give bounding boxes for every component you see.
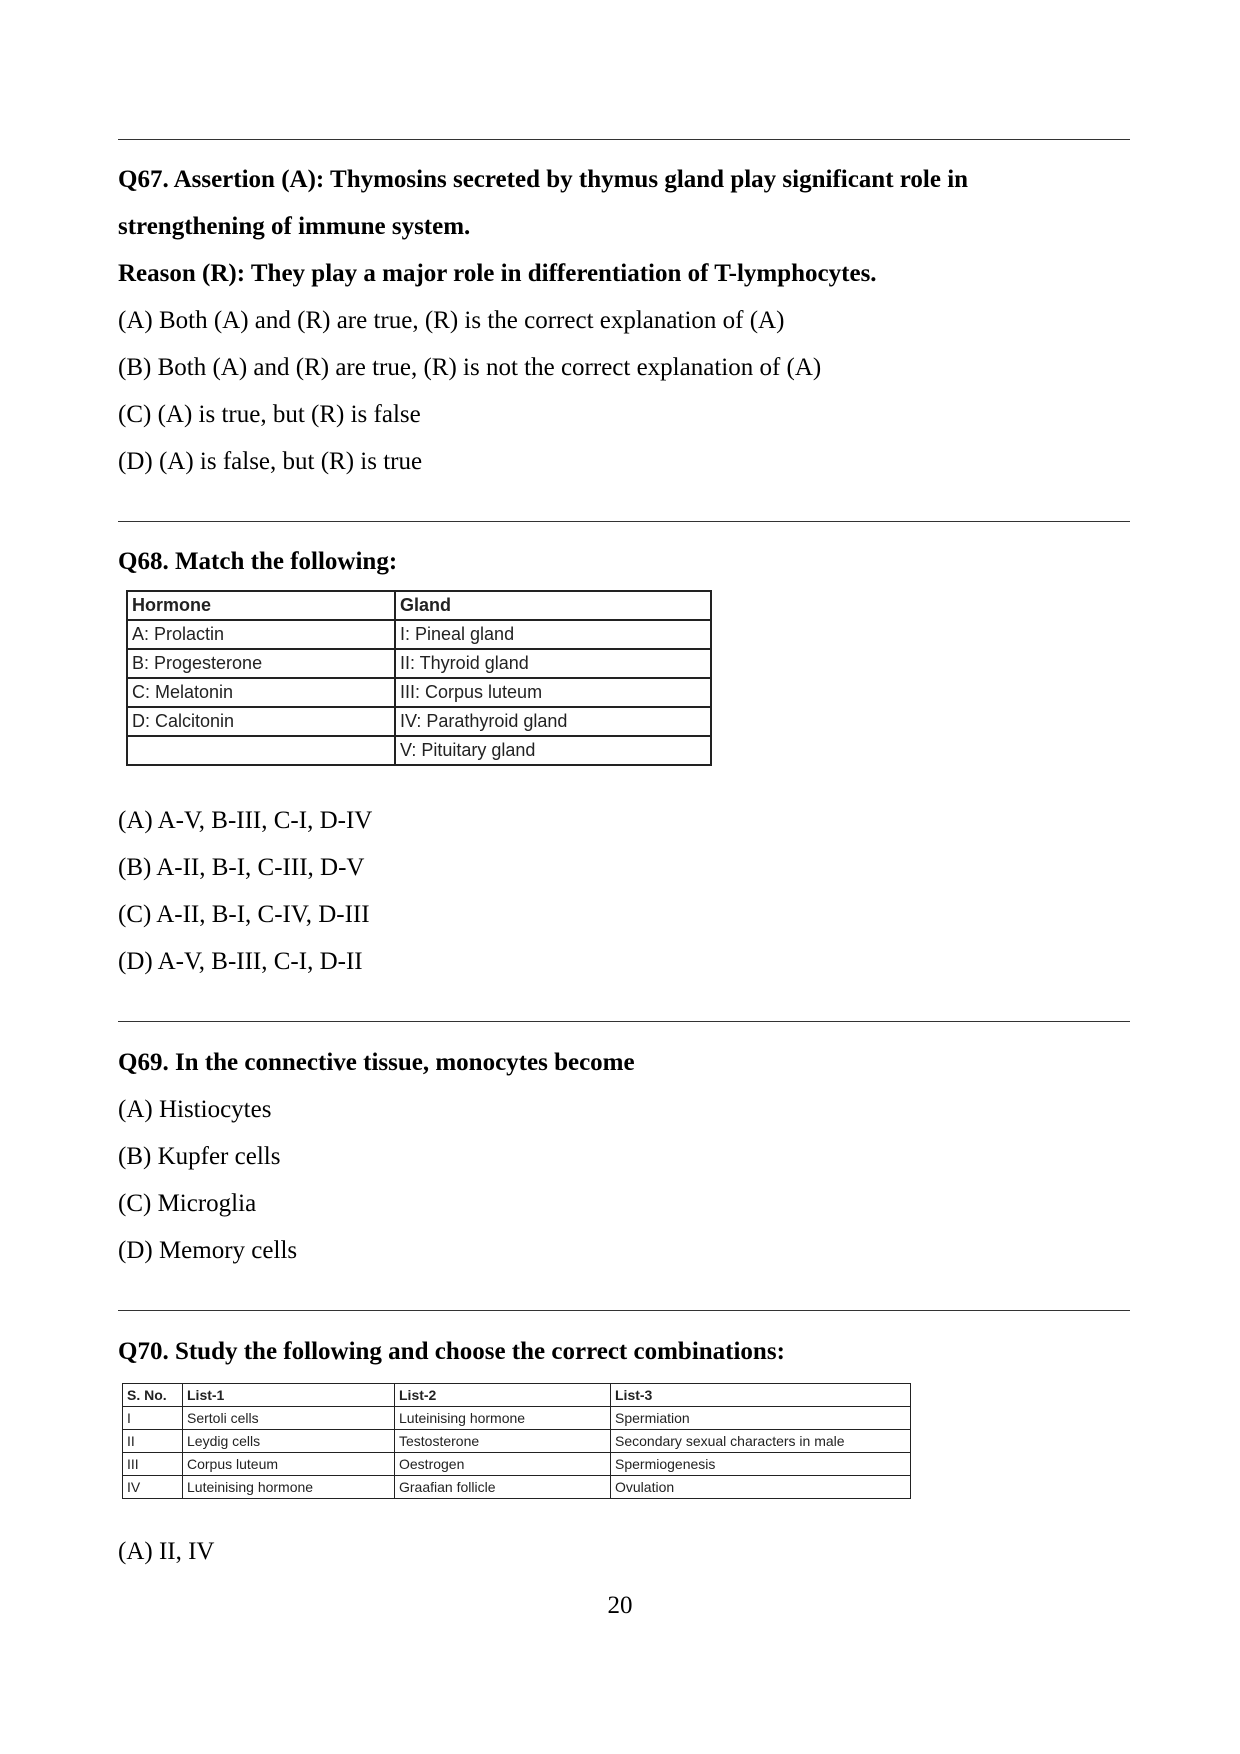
table-cell: Leydig cells [183,1430,395,1453]
divider [118,1021,1130,1022]
table-cell: Corpus luteum [183,1453,395,1476]
table-cell: III [123,1453,183,1476]
q69-title: Q69. In the connective tissue, monocytes become [118,1049,635,1076]
table-cell: D: Calcitonin [127,707,395,736]
q67-title-line1: Q67. Assertion (A): Thymosins secreted by thymus gland play significant role in [118,166,969,193]
q70-list-table [122,1383,911,1499]
divider [118,1310,1130,1311]
table-cell: V: Pituitary gland [395,736,711,765]
divider [118,139,1130,140]
q67-option-c: (C) (A) is true, but (R) is false [118,401,421,428]
table-cell: II [123,1430,183,1453]
table-row [123,1430,911,1453]
table-cell: I: Pineal gland [395,620,711,649]
table-row [127,649,711,678]
table-row [127,707,711,736]
table-cell: A: Prolactin [127,620,395,649]
table-cell: II: Thyroid gland [395,649,711,678]
table-row [123,1476,911,1499]
q69-option-d: (D) Memory cells [118,1237,298,1264]
table-header-cell: S. No. [123,1384,183,1407]
table-cell: Testosterone [395,1430,611,1453]
q67-option-a: (A) Both (A) and (R) are true, (R) is the correct explanation of (A) [118,307,785,334]
table-header-row [123,1384,911,1407]
table-cell: Ovulation [611,1476,911,1499]
q67-reason: Reason (R): They play a major role in differentiation of T-lymphocytes. [118,260,877,287]
q68-title: Q68. Match the following: [118,548,398,575]
table-cell: Sertoli cells [183,1407,395,1430]
q69-option-a: (A) Histiocytes [118,1096,272,1123]
q68-option-c: (C) A-II, B-I, C-IV, D-III [118,901,370,928]
table-cell: Spermiation [611,1407,911,1430]
page-number: 20 [607,1592,633,1619]
q68-option-b: (B) A-II, B-I, C-III, D-V [118,854,365,881]
table-cell: Luteinising hormone [183,1476,395,1499]
table-cell [127,736,395,765]
table-header-cell: Gland [395,591,711,620]
table-cell: Oestrogen [395,1453,611,1476]
table-cell: Spermiogenesis [611,1453,911,1476]
q70-title: Q70. Study the following and choose the correct combinations: [118,1338,785,1365]
q68-option-d: (D) A-V, B-III, C-I, D-II [118,948,363,975]
table-row [123,1407,911,1430]
table-cell: IV [123,1476,183,1499]
q68-option-a: (A) A-V, B-III, C-I, D-IV [118,807,373,834]
table-header-row [127,591,711,620]
table-header-cell: List-2 [395,1384,611,1407]
table-cell: Luteinising hormone [395,1407,611,1430]
table-header-cell: Hormone [127,591,395,620]
table-row [123,1453,911,1476]
table-cell: IV: Parathyroid gland [395,707,711,736]
table-cell: C: Melatonin [127,678,395,707]
q69-option-c: (C) Microglia [118,1190,257,1217]
table-row [127,678,711,707]
table-cell: Graafian follicle [395,1476,611,1499]
table-row [127,736,711,765]
q68-match-table [126,590,712,766]
q67-title-line2: strengthening of immune system. [118,213,471,240]
table-cell: I [123,1407,183,1430]
divider [118,521,1130,522]
q69-option-b: (B) Kupfer cells [118,1143,281,1170]
table-header-cell: List-1 [183,1384,395,1407]
q67-option-d: (D) (A) is false, but (R) is true [118,448,423,475]
q67-option-b: (B) Both (A) and (R) are true, (R) is not the correct explanation of (A) [118,354,822,381]
table-header-cell: List-3 [611,1384,911,1407]
q70-option-a: (A) II, IV [118,1538,215,1565]
table-cell: Secondary sexual characters in male [611,1430,911,1453]
table-cell: III: Corpus luteum [395,678,711,707]
table-cell: B: Progesterone [127,649,395,678]
table-row [127,620,711,649]
